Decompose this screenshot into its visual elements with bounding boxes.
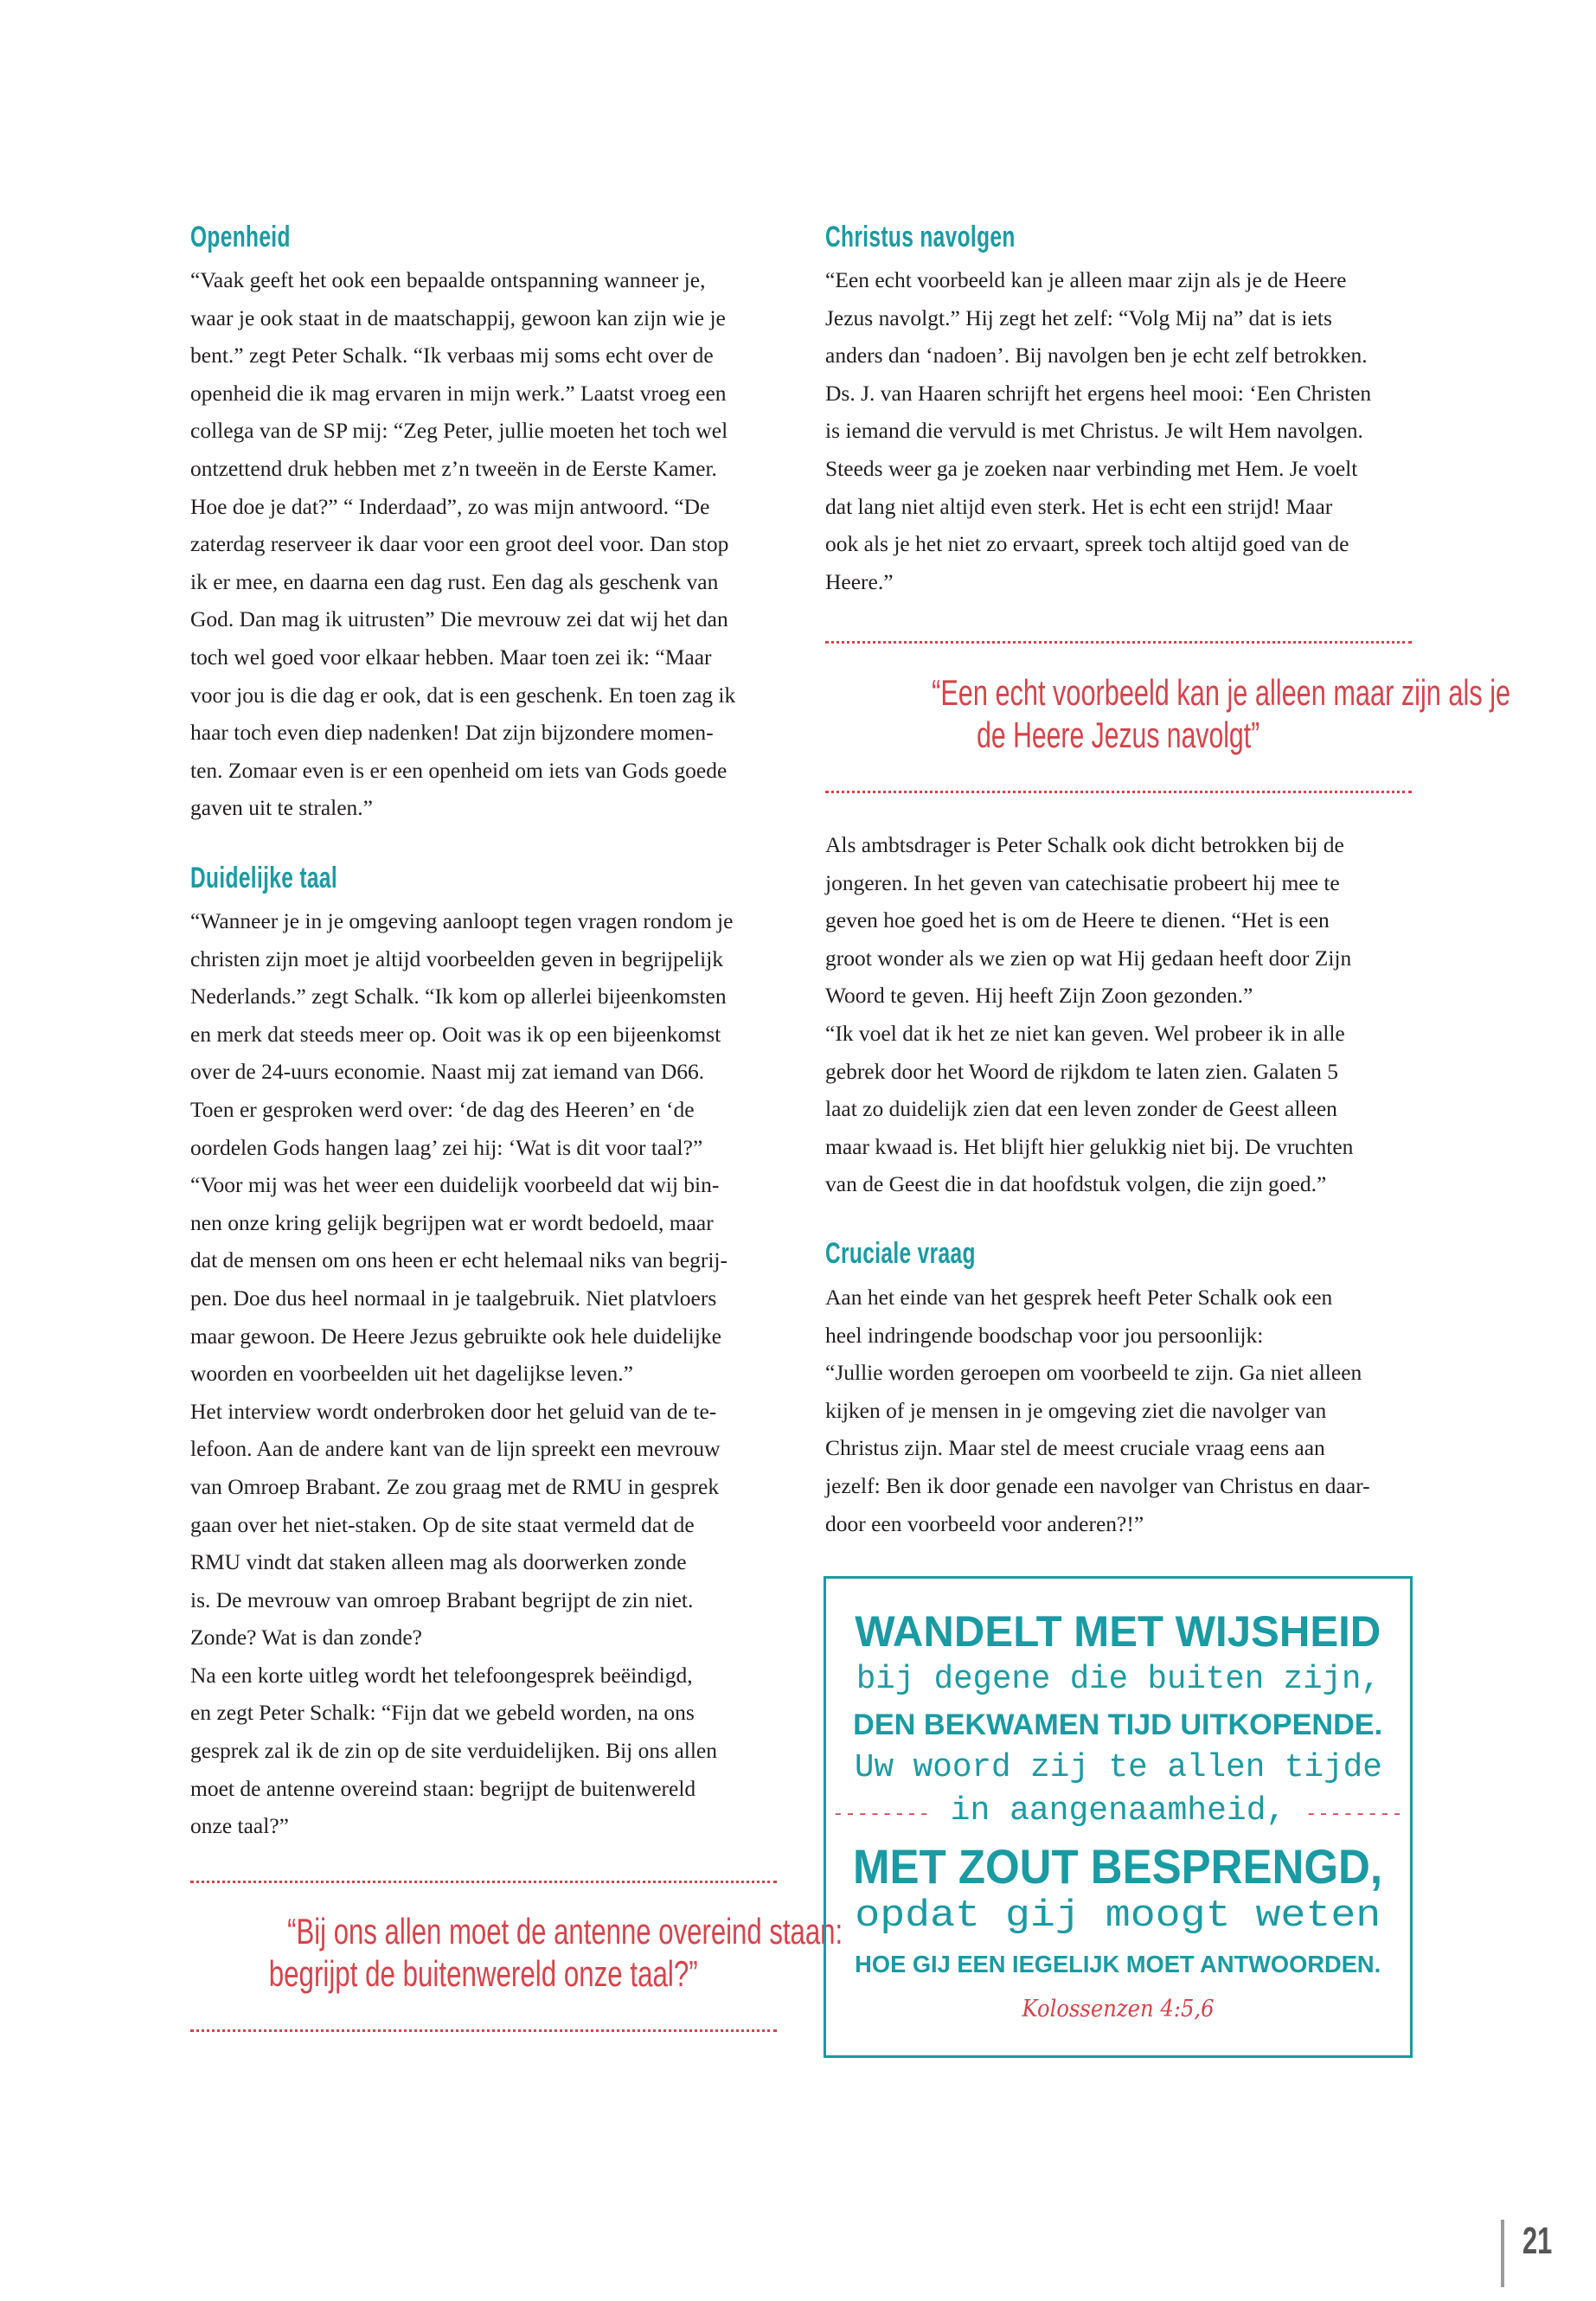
heading-openheid: Openheid — [190, 221, 291, 253]
verse-text: in aangenaamheid, — [950, 1792, 1286, 1830]
text-line: voor jou is die dag er ook, dat is een geschenk. En toen zag ik — [190, 682, 736, 708]
verse-line: bij degene die buiten zijn, — [856, 1661, 1381, 1698]
quote-text: “Bij ons allen moet de antenne overeind staan: — [287, 1911, 843, 1952]
text-line — [825, 714, 1412, 756]
paragraph-cruciale-vraag — [825, 1279, 1370, 1542]
verse-reference: Kolossenzen 4:5,6 — [1022, 1996, 1215, 2022]
quote-text: “Een echt voorbeeld kan je alleen maar zijn als je — [932, 672, 1511, 713]
text-line: openheid die ik mag ervaren in mijn werk.” Laatst vroeg een — [190, 380, 727, 406]
text-line: Jezus navolgt.” Hij zegt het zelf: “Volg Mij na” dat is iets — [825, 304, 1332, 330]
text-line: dat de mensen om ons heen er echt helemaal niks van begrij- — [190, 1247, 727, 1273]
text-line: ik er mee, en daarna een dag rust. Een dag als geschenk van — [190, 568, 719, 594]
heading-christus-navolgen: Christus navolgen — [825, 221, 1016, 253]
text-line: gesprek zal ik de zin op de site verduidelijken. Bij ons allen — [190, 1738, 717, 1764]
divider-dotted — [190, 2029, 777, 2032]
text-line: jezelf: Ben ik door genade een navolger van Christus en daar- — [825, 1472, 1370, 1498]
text-line: Als ambtsdrager is Peter Schalk ook dicht betrokken bij de — [825, 832, 1344, 857]
text-line: Toen er gesproken werd over: ‘de dag des Heeren’ en ‘de — [190, 1096, 695, 1122]
verse-line: opdat gij moogt weten — [855, 1894, 1381, 1938]
quote-text: begrijpt de buitenwereld onze taal?” — [269, 1953, 698, 1994]
text-line: van de Geest die in dat hoofdstuk volgen, die zijn goed.” — [825, 1171, 1327, 1197]
text-line: Heere.” — [825, 568, 894, 594]
pull-quote-left — [190, 1910, 843, 1995]
text-line: pen. Doe dus heel normaal in je taalgebruik. Niet platvloers — [190, 1285, 717, 1311]
text-line: Na een korte uitleg wordt het telefoongesprek beëindigd, — [190, 1662, 693, 1688]
text-line: christen zijn moet je altijd voorbeelden geven in begrijpelijk — [190, 945, 724, 971]
text-line: “Ik voel dat ik het ze niet kan geven. Wel probeer ik in alle — [825, 1020, 1345, 1046]
text-line: ontzettend druk hebben met z’n tweeën in de Eerste Kamer. — [190, 455, 717, 481]
text-line: onze taal?” — [190, 1813, 289, 1839]
text-line: ten. Zomaar even is er een openheid om iets van Gods goede — [190, 757, 727, 783]
text-line: gaven uit te stralen.” — [190, 795, 373, 821]
text-line: “Wanneer je in je omgeving aanloopt tegen vragen rondom je — [190, 908, 734, 933]
text-line — [190, 1952, 777, 1995]
text-line: woorden en voorbeelden uit het dagelijkse leven.” — [190, 1361, 633, 1387]
text-line: nen onze kring gelijk begrijpen wat er wordt bedoeld, maar — [190, 1209, 714, 1235]
verse-line: WANDELT MET WIJSHEID — [855, 1607, 1381, 1656]
text-line: kijken of je mensen in je omgeving ziet die navolger van — [825, 1397, 1327, 1423]
text-line: is. De mevrouw van omroep Brabant begrijpt de zin niet. — [190, 1586, 694, 1612]
text-line: oordelen Gods hangen laag’ zei hij: ‘Wat is dit voor taal?” — [190, 1134, 703, 1160]
heading-cruciale-vraag: Cruciale vraag — [825, 1237, 976, 1270]
text-line: lefoon. Aan de andere kant van de lijn spreekt een mevrouw — [190, 1436, 721, 1462]
pull-quote-right — [825, 671, 1511, 756]
text-line: “Voor mij was het weer een duidelijk voorbeeld dat wij bin- — [190, 1172, 720, 1198]
text-line: maar kwaad is. Het blijft hier gelukkig niet bij. De vruchten — [825, 1133, 1354, 1159]
paragraph-duidelijke-taal — [190, 902, 733, 1845]
text-line: Ds. J. van Haaren schrijft het ergens heel mooi: ‘Een Christen — [825, 380, 1372, 406]
divider-dotted — [825, 641, 1412, 644]
text-line: is iemand die vervuld is met Christus. Je wilt Hem navolgen. — [825, 418, 1363, 444]
page-number-bar — [1501, 2220, 1504, 2287]
page-number: 21 — [1522, 2220, 1553, 2262]
verse-line: MET ZOUT BESPRENGD, — [853, 1839, 1383, 1894]
text-line: Woord te geven. Hij heeft Zijn Zoon gezonden.” — [825, 983, 1253, 1009]
divider-dotted — [190, 1881, 777, 1883]
text-line: collega van de SP mij: “Zeg Peter, jullie moeten het toch wel — [190, 418, 728, 444]
divider-dotted — [825, 791, 1412, 793]
text-line: moet de antenne overeind staan: begrijpt de buitenwereld — [190, 1775, 696, 1801]
text-line: groot wonder als we zien op wat Hij gedaan heeft door Zijn — [825, 945, 1352, 971]
text-line: toch wel goed voor elkaar hebben. Maar toen zei ik: “Maar — [190, 644, 712, 670]
text-line: dat lang niet altijd even sterk. Het is echt een strijd! Maar — [825, 493, 1333, 519]
heading-duidelijke-taal: Duidelijke taal — [190, 862, 338, 894]
text-line: bent.” zegt Peter Schalk. “Ik verbaas mij soms echt over de — [190, 343, 714, 369]
text-line: haar toch even diep nadenken! Dat zijn bijzondere momen- — [190, 720, 714, 746]
text-line: maar gewoon. De Heere Jezus gebruikte ook hele duidelijke — [190, 1323, 721, 1349]
text-line: waar je ook staat in de maatschappij, gewoon kan zijn wie je — [190, 304, 726, 330]
text-line: over de 24-uurs economie. Naast mij zat iemand van D66. — [190, 1059, 705, 1085]
text-line — [825, 671, 1511, 714]
text-line: gaan over het niet-staken. Op de site staat vermeld dat de — [190, 1511, 695, 1537]
verse-line: HOE GIJ EEN IEGELIJK MOET ANTWOORDEN. — [855, 1951, 1381, 1977]
text-line: en merk dat steeds meer op. Ooit was ik op een bijeenkomst — [190, 1021, 721, 1047]
text-line: geven hoe goed het is om de Heere te dienen. “Het is een — [825, 907, 1330, 933]
verse-line: Uw woord zij te allen tijde — [854, 1749, 1382, 1786]
red-dash-decoration: -------- — [832, 1804, 931, 1825]
text-line: van Omroep Brabant. Ze zou graag met de RMU in gesprek — [190, 1473, 720, 1499]
text-line: door een voorbeeld voor anderen?!” — [825, 1510, 1144, 1536]
text-line: gebrek door het Woord de rijkdom te laten zien. Galaten 5 — [825, 1058, 1338, 1084]
text-line: anders dan ‘nadoen’. Bij navolgen ben je echt zelf betrokken. — [825, 343, 1368, 369]
text-line: RMU vindt dat staken alleen mag als doorwerken zonde — [190, 1549, 687, 1575]
text-line: “Jullie worden geroepen om voorbeeld te zijn. Ga niet alleen — [825, 1360, 1362, 1386]
paragraph-ambtsdrager — [825, 826, 1353, 1203]
verse-line: DEN BEKWAMEN TIJD UITKOPENDE. — [853, 1708, 1383, 1741]
text-line: jongeren. In het geven van catechisatie probeert hij mee te — [825, 869, 1340, 895]
text-line: Steeds weer ga je zoeken naar verbinding met Hem. Je voelt — [825, 455, 1358, 481]
text-line: Zonde? Wat is dan zonde? — [190, 1625, 422, 1650]
text-line: en zegt Peter Schalk: “Fijn dat we gebeld worden, na ons — [190, 1700, 695, 1726]
text-line: Hoe doe je dat?” “ Inderdaad”, zo was mijn antwoord. “De — [190, 493, 710, 519]
text-line: ook als je het niet zo ervaart, spreek toch altijd goed van de — [825, 531, 1349, 557]
paragraph-openheid — [190, 261, 735, 827]
text-line: Christus zijn. Maar stel de meest cruciale vraag eens aan — [825, 1435, 1325, 1461]
text-line — [190, 1910, 843, 1952]
text-line: God. Dan mag ik uitrusten” Die mevrouw zei dat wij het dan — [190, 606, 728, 632]
paragraph-christus-navolgen — [825, 261, 1371, 600]
text-line: Aan het einde van het gesprek heeft Peter Schalk ook een — [825, 1285, 1333, 1310]
bible-verse-box — [824, 1576, 1413, 2058]
red-dash-decoration: -------- — [1305, 1804, 1404, 1825]
verse-line-dashed — [826, 1792, 1410, 1830]
quote-text: de Heere Jezus navolgt” — [977, 715, 1260, 755]
text-line: Nederlands.” zegt Schalk. “Ik kom op allerlei bijeenkomsten — [190, 984, 727, 1009]
text-line: heel indringende boodschap voor jou persoonlijk: — [825, 1322, 1264, 1348]
text-line: Het interview wordt onderbroken door het geluid van de te- — [190, 1398, 717, 1424]
text-line: laat zo duidelijk zien dat een leven zonder de Geest alleen — [825, 1096, 1337, 1122]
text-line: “Vaak geeft het ook een bepaalde ontspanning wanneer je, — [190, 267, 706, 292]
text-line: zaterdag reserveer ik daar voor een groot deel voor. Dan stop — [190, 531, 729, 557]
text-line: “Een echt voorbeeld kan je alleen maar zijn als je de Heere — [825, 267, 1347, 292]
